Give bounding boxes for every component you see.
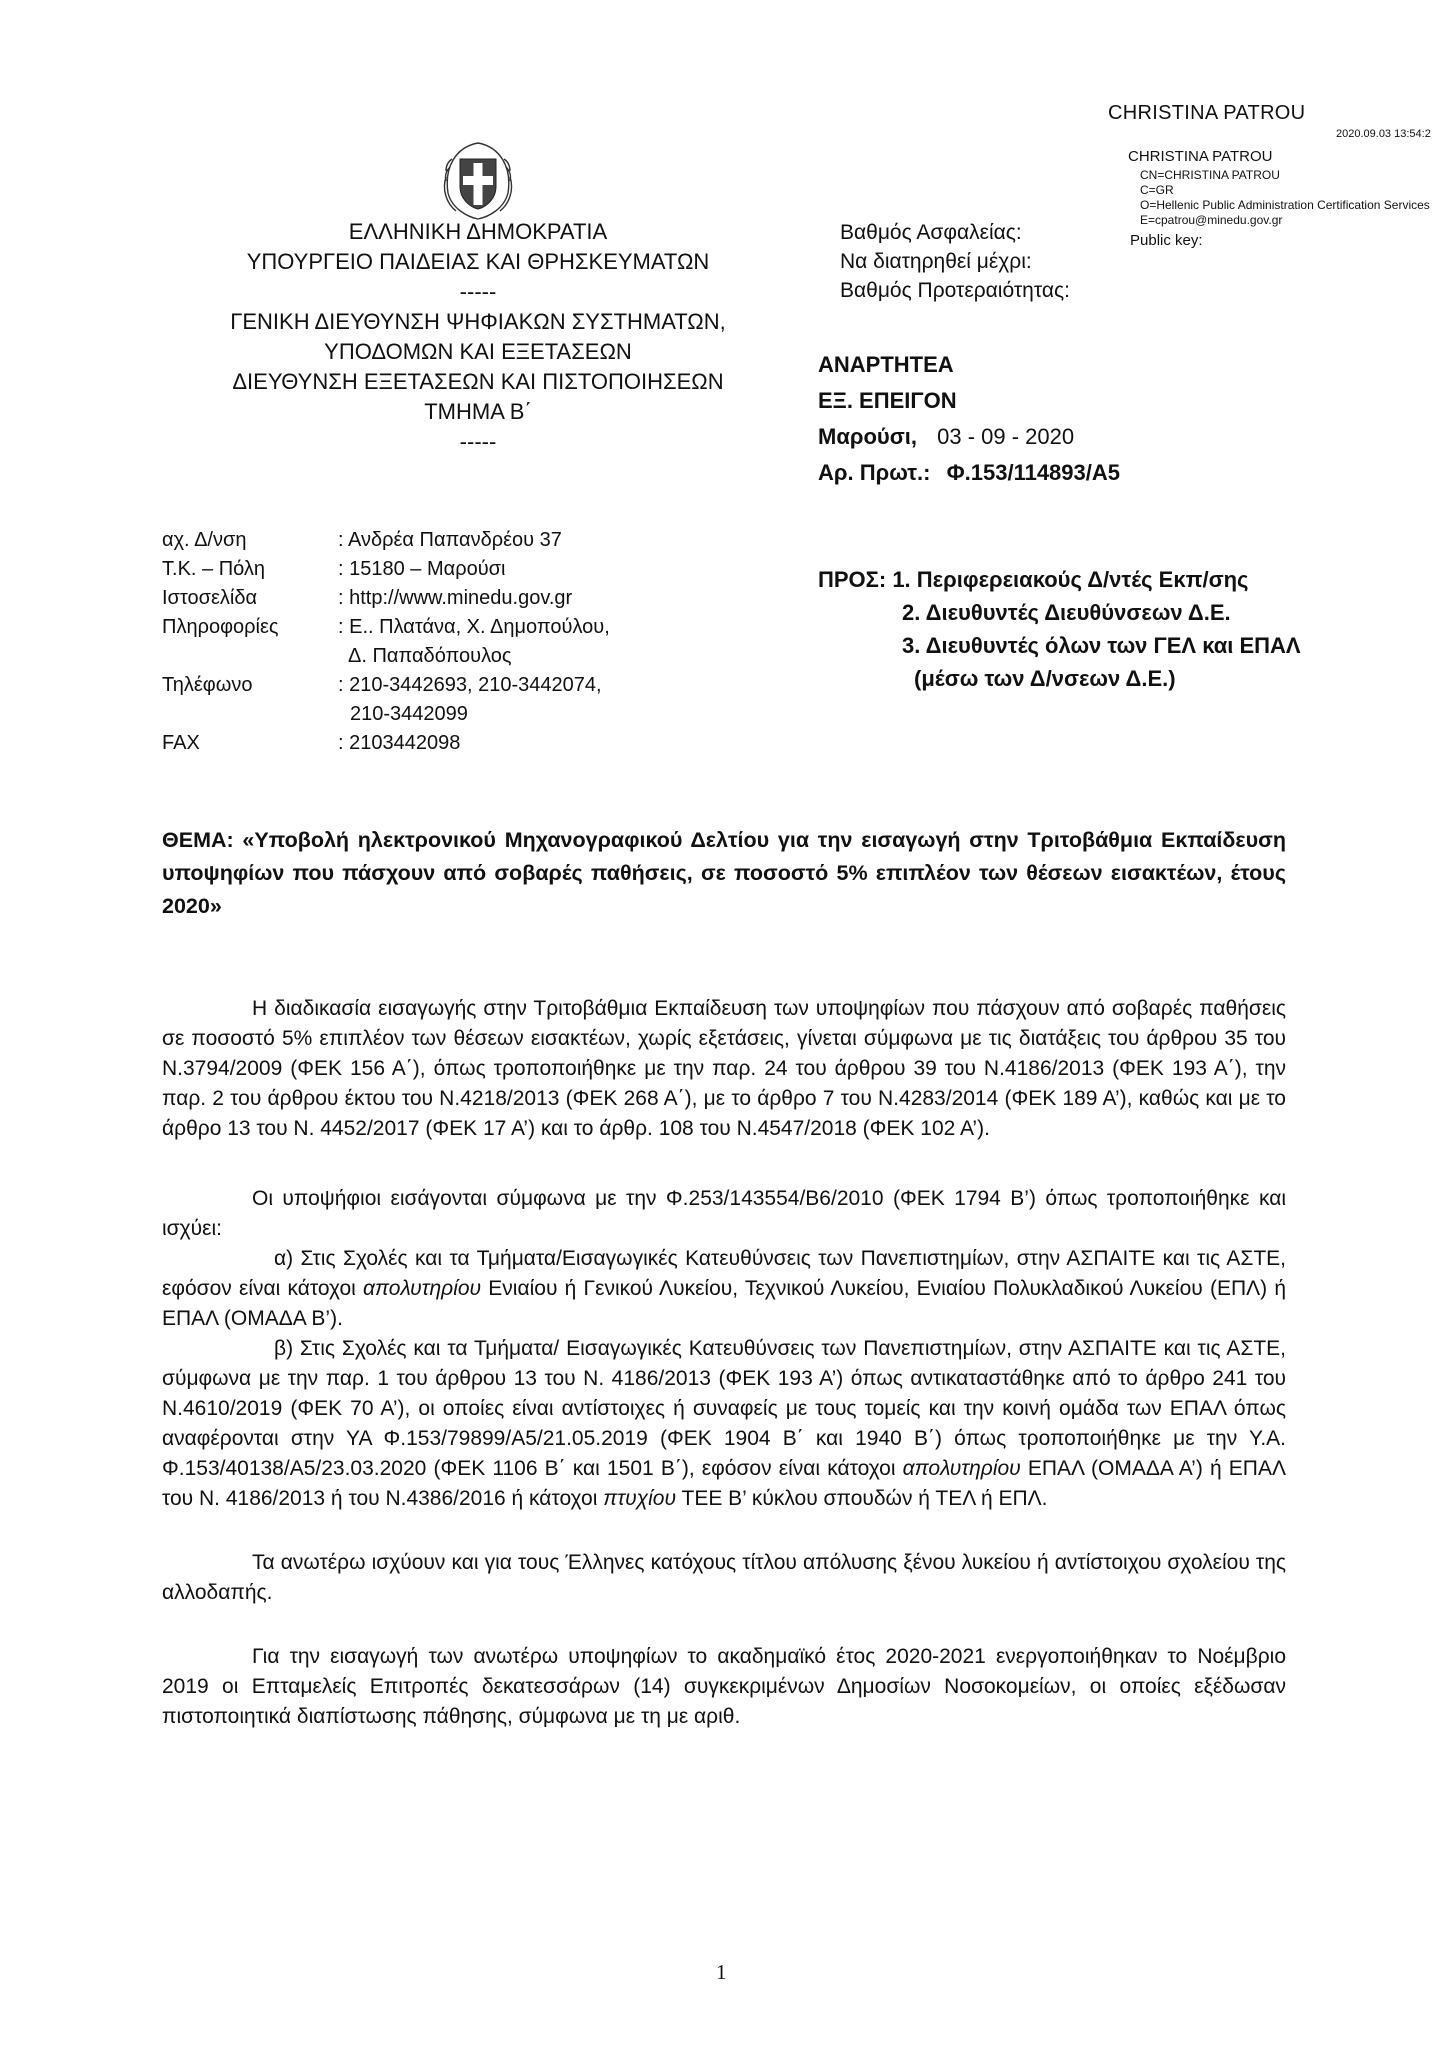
recipient-line: (μέσω των Δ/νσεων Δ.Ε.)	[914, 666, 1176, 691]
body-paragraph: Η διαδικασία εισαγωγής στην Τριτοβάθμια Εκπαίδευση των υποψηφίων που πάσχουν από σοβαρές παθήσεις σε ποσοστό 5% επιπλέον των θέσεων εισακτέων, χωρίς εξετάσεις, γίνεται σύμφωνα με τις διατάξεις του άρθρου 35 του Ν.3794/2009 (ΦΕΚ 156 Α΄), όπως τροποποιήθηκε με την παρ. 24 του άρθρου 39 του Ν.4186/2013 (ΦΕΚ 193 Α΄), την παρ. 2 του άρθρου έκτου του Ν.4218/2013 (ΦΕΚ 268 Α΄), με το άρθρο 7 του Ν.4283/2014 (ΦΕΚ 189 Α’), καθώς και με το άρθρο 13 του Ν. 4452/2017 (ΦΕΚ 17 Α’) και το άρθρ. 108 του Ν.4547/2018 (ΦΕΚ 102 Α’).	[162, 997, 1286, 1140]
greek-coat-of-arms-icon	[438, 137, 518, 221]
contact-label: Ιστοσελίδα	[162, 587, 258, 609]
document-date: 03 - 09 - 2020	[937, 424, 1075, 449]
contact-row	[162, 729, 610, 758]
date-line	[818, 419, 1120, 455]
contact-label: Τηλέφωνο	[162, 674, 253, 696]
contact-label: Τ.Κ. – Πόλη	[162, 558, 266, 580]
protocol-number: Φ.153/114893/Α5	[946, 460, 1120, 485]
signature-c: C=GR	[1140, 183, 1174, 197]
contact-label: αχ. Δ/νση	[162, 529, 247, 551]
priority-label: Βαθμός Προτεραιότητας:	[840, 279, 1070, 302]
body-paragraph: Για την εισαγωγή των ανωτέρω υποψηφίων το ακαδημαϊκό έτος 2020-2021 ενεργοποιήθηκαν το Νοέμβριο 2019 οι Επταμελείς Επιτροπές δεκατεσσάρων (14) συγκεκριμένων Δημοσίων Νοσοκομείων, οι οποίες εξέδωσαν πιστοποιητικά διαπίστωσης πάθησης, σύμφωνα με τη με αριθ.	[162, 1645, 1286, 1728]
recipient-line: 2. Διευθυντές Διευθύνσεων Δ.Ε.	[902, 600, 1231, 625]
contact-value-line: : Ε.. Πλατάνα, Χ. Δημοπούλου,	[338, 616, 610, 638]
signature-details	[1140, 168, 1430, 228]
contact-row	[162, 613, 610, 671]
document-status-block	[818, 347, 1120, 491]
contact-value: : 15180 – Μαρούσι	[338, 558, 506, 580]
header-line: ΓΕΝΙΚΗ ΔΙΕΥΘΥΝΣΗ ΨΗΦΙΑΚΩΝ ΣΥΣΤΗΜΑΤΩΝ,	[230, 309, 726, 334]
contact-label: Πληροφορίες	[162, 616, 279, 638]
emphasis-term: απολυτηρίου	[363, 1277, 482, 1300]
contact-value: : 2103442098	[338, 732, 461, 754]
signature-e: E=cpatrou@minedu.gov.gr	[1140, 213, 1283, 227]
emphasis-term: απολυτηρίου	[902, 1457, 1021, 1480]
document-subject: ΘΕΜΑ: «Υποβολή ηλεκτρονικού Μηχανογραφικού Δελτίου για την εισαγωγή στην Τριτοβάθμια Εκπαίδευση υποψηφίων που πάσχουν από σοβαρές παθήσεις, σε ποσοστό 5% επιπλέον των θέσεων εισακτέων, έτους 2020»	[162, 828, 1286, 918]
paragraph-gap	[162, 1144, 1286, 1184]
body-paragraph: β) Στις Σχολές και τα Τμήματα/ Εισαγωγικές Κατευθύνσεις των Πανεπιστημίων, στην ΑΣΠΑΙΤΕ και τις ΑΣΤΕ, σύμφωνα με την παρ. 1 του άρθρου 13 του Ν. 4186/2013 (ΦΕΚ 193 Α’) όπως αντικαταστάθηκε από το άρθρο 241 του Ν.4610/2019 (ΦΕΚ 70 Α’), οι οποίες είναι αντίστοιχες ή συναφείς με τους τομείς και την κοινή ομάδα των ΕΠΑΛ όπως αναφέρονται στην ΥΑ Φ.153/79899/Α5/21.05.2019 (ΦΕΚ 1904 Β΄ και 1940 Β΄) όπως τροποποιήθηκε με την Υ.Α. Φ.153/40138/Α5/23.03.2020 (ΦΕΚ 1106 Β΄ και 1501 Β΄), εφόσον είναι κάτοχοι απολυτηρίου ΕΠΑΛ (ΟΜΑΔΑ Α’) ή ΕΠΑΛ του Ν. 4186/2013 ή του Ν.4386/2016 ή κάτοχοι πτυχίου ΤΕΕ Β’ κύκλου σπουδών ή ΤΕΛ ή ΕΠΛ.	[162, 1337, 1286, 1510]
signature-name-large: CHRISTINA PATROU	[1108, 102, 1306, 124]
body-paragraph: α) Στις Σχολές και τα Τμήματα/Εισαγωγικές Κατευθύνσεις των Πανεπιστημίων, στην ΑΣΠΑΙΤΕ και τις ΑΣΤΕ, εφόσον είναι κάτοχοι απολυτηρίου Ενιαίου ή Γενικού Λυκείου, Τεχνικού Λυκείου, Ενιαίου Πολυκλαδικού Λυκείου (ΕΠΛ) ή ΕΠΑΛ (ΟΜΑΔΑ Β’).	[162, 1247, 1287, 1330]
protocol-line	[818, 455, 1120, 491]
header-separator: -----	[459, 279, 497, 304]
signature-o: O=Hellenic Public Administration Certification Services	[1140, 198, 1430, 212]
document-body	[162, 994, 1286, 1732]
page-number: 1	[716, 1960, 727, 1984]
contact-row	[162, 584, 610, 613]
contact-row	[162, 671, 610, 729]
header-line: ΥΠΟΥΡΓΕΙΟ ΠΑΙΔΕΙΑΣ ΚΑΙ ΘΡΗΣΚΕΥΜΑΤΩΝ	[246, 249, 710, 274]
header-line: ΔΙΕΥΘΥΝΣΗ ΕΞΕΤΑΣΕΩΝ ΚΑΙ ΠΙΣΤΟΠΟΙΗΣΕΩΝ	[232, 369, 724, 394]
protocol-label: Αρ. Πρωτ.:	[818, 460, 931, 485]
signature-public-key: Public key:	[1130, 232, 1203, 249]
posting-label: ΑΝΑΡΤΗΤΕΑ	[818, 352, 954, 377]
signature-timestamp: 2020.09.03 13:54:2	[1336, 128, 1431, 140]
paragraph-gap	[162, 1514, 1286, 1548]
contact-info-table	[162, 526, 610, 758]
contact-label: FAX	[162, 732, 200, 754]
recipients-block	[818, 563, 1301, 695]
body-paragraph: Τα ανωτέρω ισχύουν και για τους Έλληνες κατόχους τίτλου απόλυσης ξένου λυκείου ή αντίστοιχου σχολείου της αλλοδαπής.	[162, 1551, 1286, 1604]
contact-row	[162, 555, 610, 584]
urgency-label: ΕΞ. ΕΠΕΙΓΟΝ	[818, 388, 957, 413]
recipient-line: ΠΡΟΣ: 1. Περιφερειακούς Δ/ντές Εκπ/σης	[818, 567, 1249, 592]
header-line: ΕΛΛΗΝΙΚΗ ΔΗΜΟΚΡΑΤΙΑ	[348, 219, 608, 244]
contact-value	[338, 613, 610, 671]
header-separator: -----	[459, 429, 497, 454]
place-label: Μαρούσι,	[818, 424, 917, 449]
retention-label: Να διατηρηθεί μέχρι:	[840, 250, 1032, 273]
signature-name: CHRISTINA PATROU	[1128, 148, 1273, 165]
header-line: ΤΜΗΜΑ Β΄	[424, 399, 532, 424]
paragraph-gap	[162, 1608, 1286, 1642]
security-classification-block	[840, 218, 1070, 305]
contact-value: : Ανδρέα Παπανδρέου 37	[338, 529, 562, 551]
contact-value-line: Δ. Παπαδόπουλος	[348, 645, 512, 667]
contact-value-line: 210-3442099	[350, 703, 468, 725]
issuing-authority-header	[218, 217, 738, 457]
contact-value	[338, 671, 610, 729]
body-paragraph: Οι υποψήφιοι εισάγονται σύμφωνα με την Φ.253/143554/Β6/2010 (ΦΕΚ 1794 Β’) όπως τροποποιήθηκε και ισχύει:	[162, 1187, 1286, 1240]
contact-value: : http://www.minedu.gov.gr	[338, 587, 573, 609]
contact-row	[162, 526, 610, 555]
contact-value-line: : 210-3442693, 210-3442074,	[338, 674, 602, 696]
security-level-label: Βαθμός Ασφαλείας:	[840, 221, 1022, 244]
signature-cn: CN=CHRISTINA PATROU	[1140, 168, 1280, 182]
header-line: ΥΠΟΔΟΜΩΝ ΚΑΙ ΕΞΕΤΑΣΕΩΝ	[324, 339, 632, 364]
emphasis-term: πτυχίου	[603, 1487, 677, 1510]
recipient-line: 3. Διευθυντές όλων των ΓΕΛ και ΕΠΑΛ	[902, 633, 1301, 658]
